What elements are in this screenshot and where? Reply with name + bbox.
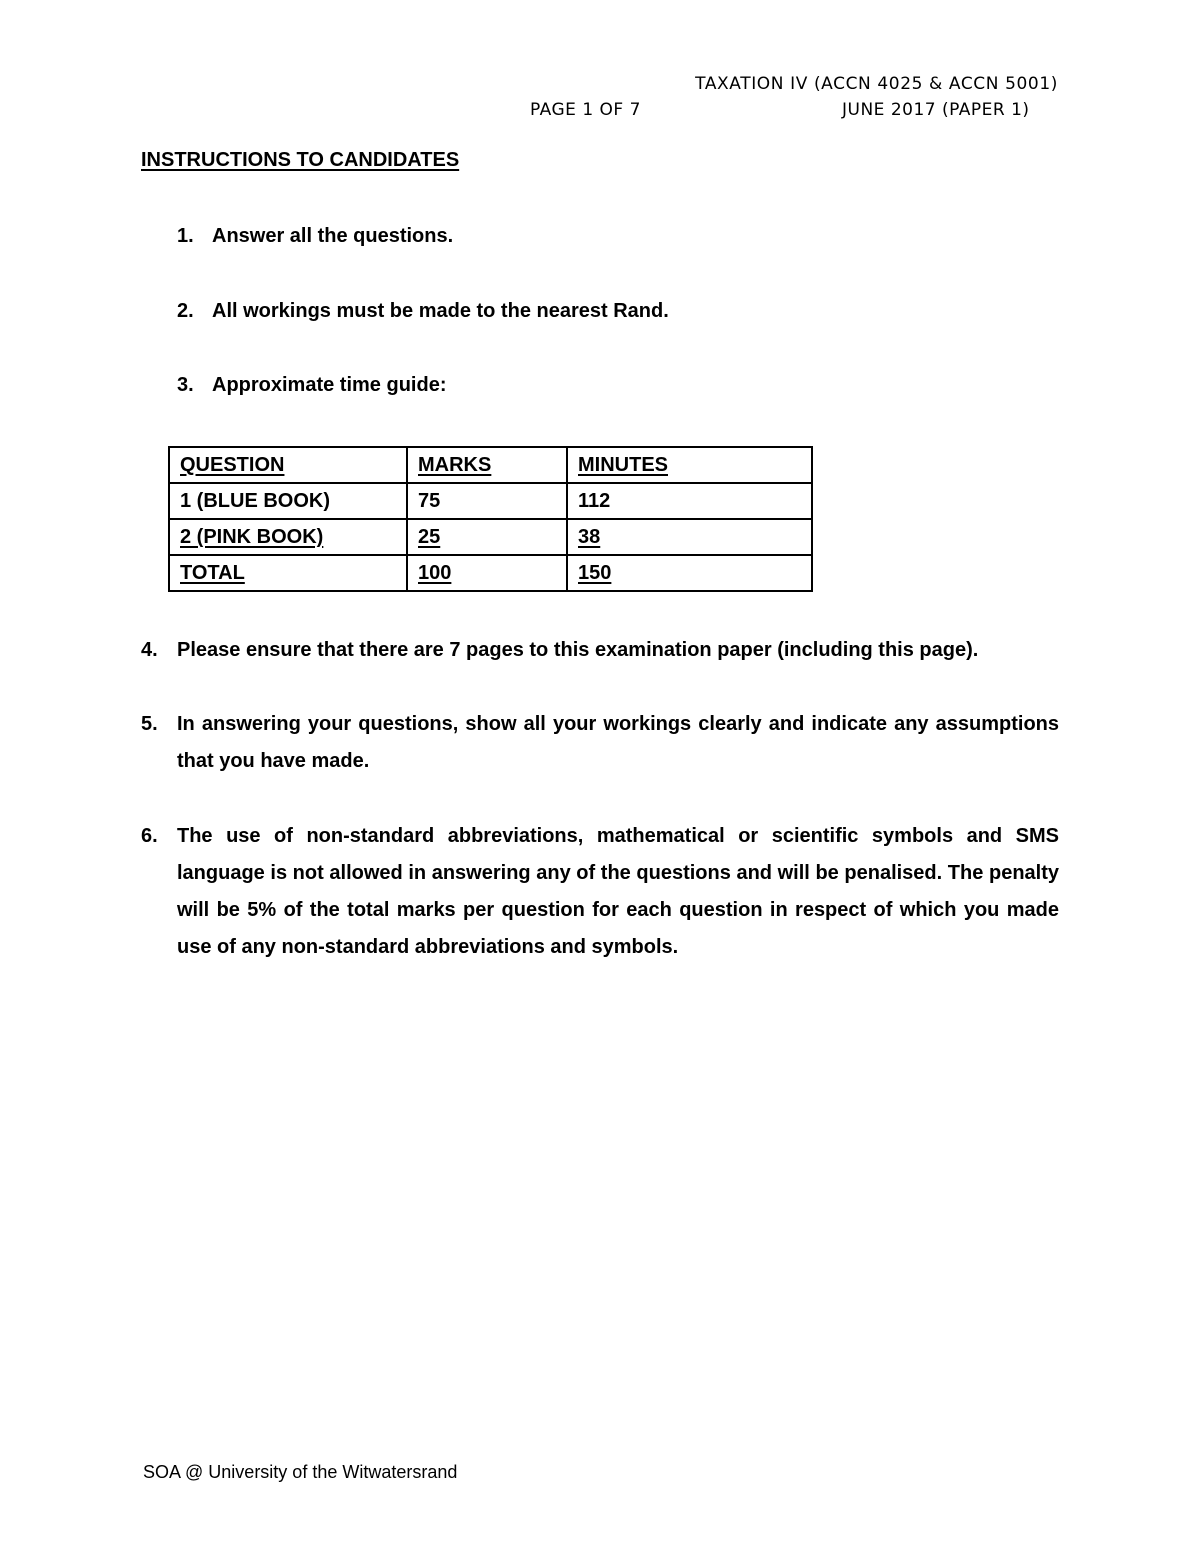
header-course: TAXATION IV (ACCN 4025 & ACCN 5001) [695,74,1058,94]
instruction-5-text: In answering your questions, show all your workings clearly and indicate any assumptions that you have made. [177,713,1059,772]
table-total-row [169,555,812,591]
header-marks: MARKS [418,453,492,476]
instruction-6-text: The use of non-standard abbreviations, mathematical or scientific symbols and SMS language is not allowed in answering any of the questions and will be penalised. The penalty will be 5% of the total marks per question for each question in respect of which you made use of any non-standard abbreviations and symbols. [177,825,1059,958]
page-footer: SOA @ University of the Witwatersrand [143,1462,458,1482]
table-header-row [169,447,812,483]
instruction-5-number: 5. [141,713,158,735]
instruction-2-number: 2. [177,300,194,322]
cell-total-label: TOTAL [180,561,245,584]
header-minutes: MINUTES [578,453,668,476]
table-row [169,519,812,555]
instruction-6-number: 6. [141,825,158,847]
instruction-3-text: Approximate time guide: [212,374,447,396]
instruction-1-text: Answer all the questions. [212,225,454,247]
cell-total-minutes: 150 [578,561,612,584]
instruction-4-number: 4. [141,639,158,661]
time-guide-table [168,446,813,592]
cell-question: 2 (PINK BOOK) [180,525,324,548]
cell-minutes: 38 [578,525,601,548]
instruction-3-number: 3. [177,374,194,396]
cell-marks: 25 [418,525,441,548]
header-session: JUNE 2017 (PAPER 1) [842,100,1030,120]
cell-total-marks: 100 [418,561,452,584]
cell-question: 1 (BLUE BOOK) [180,489,330,512]
page-title: INSTRUCTIONS TO CANDIDATES [141,149,460,171]
table-row [169,483,812,519]
instruction-1-number: 1. [177,225,194,247]
cell-minutes: 112 [578,489,611,512]
instruction-2-text: All workings must be made to the nearest Rand. [212,300,669,322]
header-page-number: PAGE 1 OF 7 [530,100,641,120]
instruction-4-text: Please ensure that there are 7 pages to this examination paper (including this page). [177,639,979,661]
header-question: QUESTION [180,453,285,476]
cell-marks: 75 [418,489,441,512]
